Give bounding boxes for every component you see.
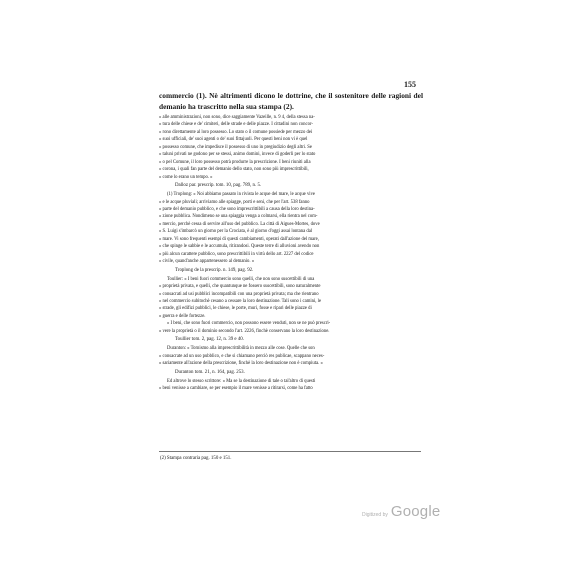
- text-line: » vere la proprietà o il dominio secondo l'art. 2226, finchè conservano la loro destinazione.: [159, 328, 330, 334]
- text-line: » nel commercio subitochè cesano a cessare la loro destinazione. Tali sono i camini, le: [159, 298, 322, 304]
- text-line: » corona, i quali fan parte del demanio dello stato, non sono più imprescrittibili,: [159, 167, 309, 173]
- citation-dalloz: Dalloz par. prescrip. tom. 10, pag. 789, n. 5.: [175, 183, 262, 189]
- watermark-prefix: Digitized by: [362, 512, 388, 518]
- text-line: » e le acque pluviali; arriviamo alle spiagge, porti e seni, che per l'art. 538 fanno: [159, 199, 310, 205]
- citation-toullier: Toullier tom. 2, pag. 12, n. 39 e 40.: [175, 337, 244, 343]
- text-line: » I beni, che sono fuori commercio, non possono essere venduti, non se ne può prescri-: [167, 321, 331, 327]
- text-line: » che spinge le sabbie e le accumula, ritirandosi. Queste terre di alluvioni avendo non: [159, 244, 320, 250]
- text-line: » beni venisse a cambiare, se per esempio il mare venisse a ritirarsi, come ha fatto: [159, 386, 313, 392]
- text-line: » mare. Vi sono frequenti esempi di questi cambiamenti, operati dall'azione del mare,: [159, 236, 319, 242]
- text-line: » guerra e delle fortezze.: [159, 313, 206, 319]
- text-line: » consacrate ad un uso pubblico, e che si chiamano perciò res publicae, scappano neces-: [159, 353, 325, 359]
- text-line: » o pel Comune, il loro possesso potrà produrre la prescrizione. I beni riuniti alla: [159, 159, 311, 165]
- text-line: » zione pubblica. Nondimeno se una spiaggia venga a colmarsi, ella rientra nel com-: [159, 214, 318, 220]
- text-line: » S. Luigi s'imbarcò un giorno per la Crociata, è al giorno d'oggi assai lontana dal: [159, 229, 313, 235]
- text-line: » tura delle chiese e de' cimiteri, delle strade e delle piazze. I cittadini non concor-: [159, 122, 313, 128]
- text-line: » possesso comune, che impedisce il possesso di uno in pregiudizio degli altri. Se: [159, 144, 312, 150]
- text-line: » consacrati ad usi pubblici incompatibili con una proprietà privata; ma che rientrano: [159, 291, 319, 297]
- text-line: (1) Troplong: « Noi abbiamo passato in rivista le acque del mare, le acque vive: [167, 192, 316, 198]
- text-line: » come lo erano un tempo. »: [159, 174, 213, 180]
- text-line: » taluni privati ne godono per se stessi, animo domini, invece di goderli per lo stato: [159, 152, 316, 158]
- citation-duranton: Duranton tom. 21, n. 164, pag. 253.: [175, 369, 245, 375]
- text-line: Toullier: « I beni fuori commercio sono quelli, che non sono suscettibili di una: [167, 276, 315, 282]
- footnote-divider: [159, 451, 421, 452]
- quote-duranton-continued: [159, 378, 423, 393]
- digitized-watermark: [362, 503, 440, 520]
- text-line: » proprietà privata, e quelli, che quantunque ne fossero suscettibili, sono naturalmente: [159, 284, 321, 290]
- text-line: » strade, gli edifizi pubblici, le chiese, le porte, muri, fosse e ripari delle piazze di: [159, 306, 312, 312]
- text-line: Ed altrove lo stesso scrittore: « Ma se la destinazione di tale o tal'altro di questi: [167, 378, 316, 384]
- quote-troplong: [159, 191, 423, 266]
- quote-duranton: [159, 345, 423, 367]
- lead-paragraph: commercio (1). Nè altrimenti dicono le dottrine, che il sostenitore delle ragioni del demanio ha trascritto nella sua stampa (2).: [159, 91, 423, 111]
- page-body: [159, 90, 423, 393]
- quote-vazeille: [159, 114, 423, 181]
- quote-toullier: [159, 276, 423, 336]
- page-number: 155: [404, 80, 416, 89]
- text-line: » suoi ufficiali, de' suoi agenti o de' suoi fittajuoli. Per questi beni non vi è quel: [159, 137, 308, 143]
- footnote: (2) Stampa contraria pag. 150 e 151.: [160, 456, 232, 461]
- google-logo: Google: [390, 503, 441, 520]
- text-line: » mercio, perchè cessa di servire all'uso del pubblico. La città di Aigues-Mortes, dove: [159, 221, 320, 227]
- text-line: » alle amministrazioni, non sono, dice saggiamente Vazeille, n. 9 4, della stessa na-: [159, 115, 315, 120]
- text-line: » più alcun carattere pubblico, sono prescrittibili in virtù dello art. 2227 del codice: [159, 251, 314, 257]
- text-line: » sariamente all'azione della prescrizione, finchè la loro destinazione non è compiuta. »: [159, 361, 323, 367]
- text-line: » civile, quand'anche appartenessero al demanio. »: [159, 259, 255, 265]
- text-line: Duranton: « Tornismo alla imprescrittibilità in mezzo alle cose. Quelle che son: [167, 346, 315, 352]
- text-line: » parte del demanio pubblico, e che sono imprescrittibili a causa della loro destina-: [159, 206, 315, 212]
- text-line: » rono direttamente al loro possesso. Lo stato o il comune possiede per mezzo dei: [159, 129, 313, 135]
- citation-troplong: Troplong de la prescrip. n. 149, pag. 92.: [175, 267, 254, 273]
